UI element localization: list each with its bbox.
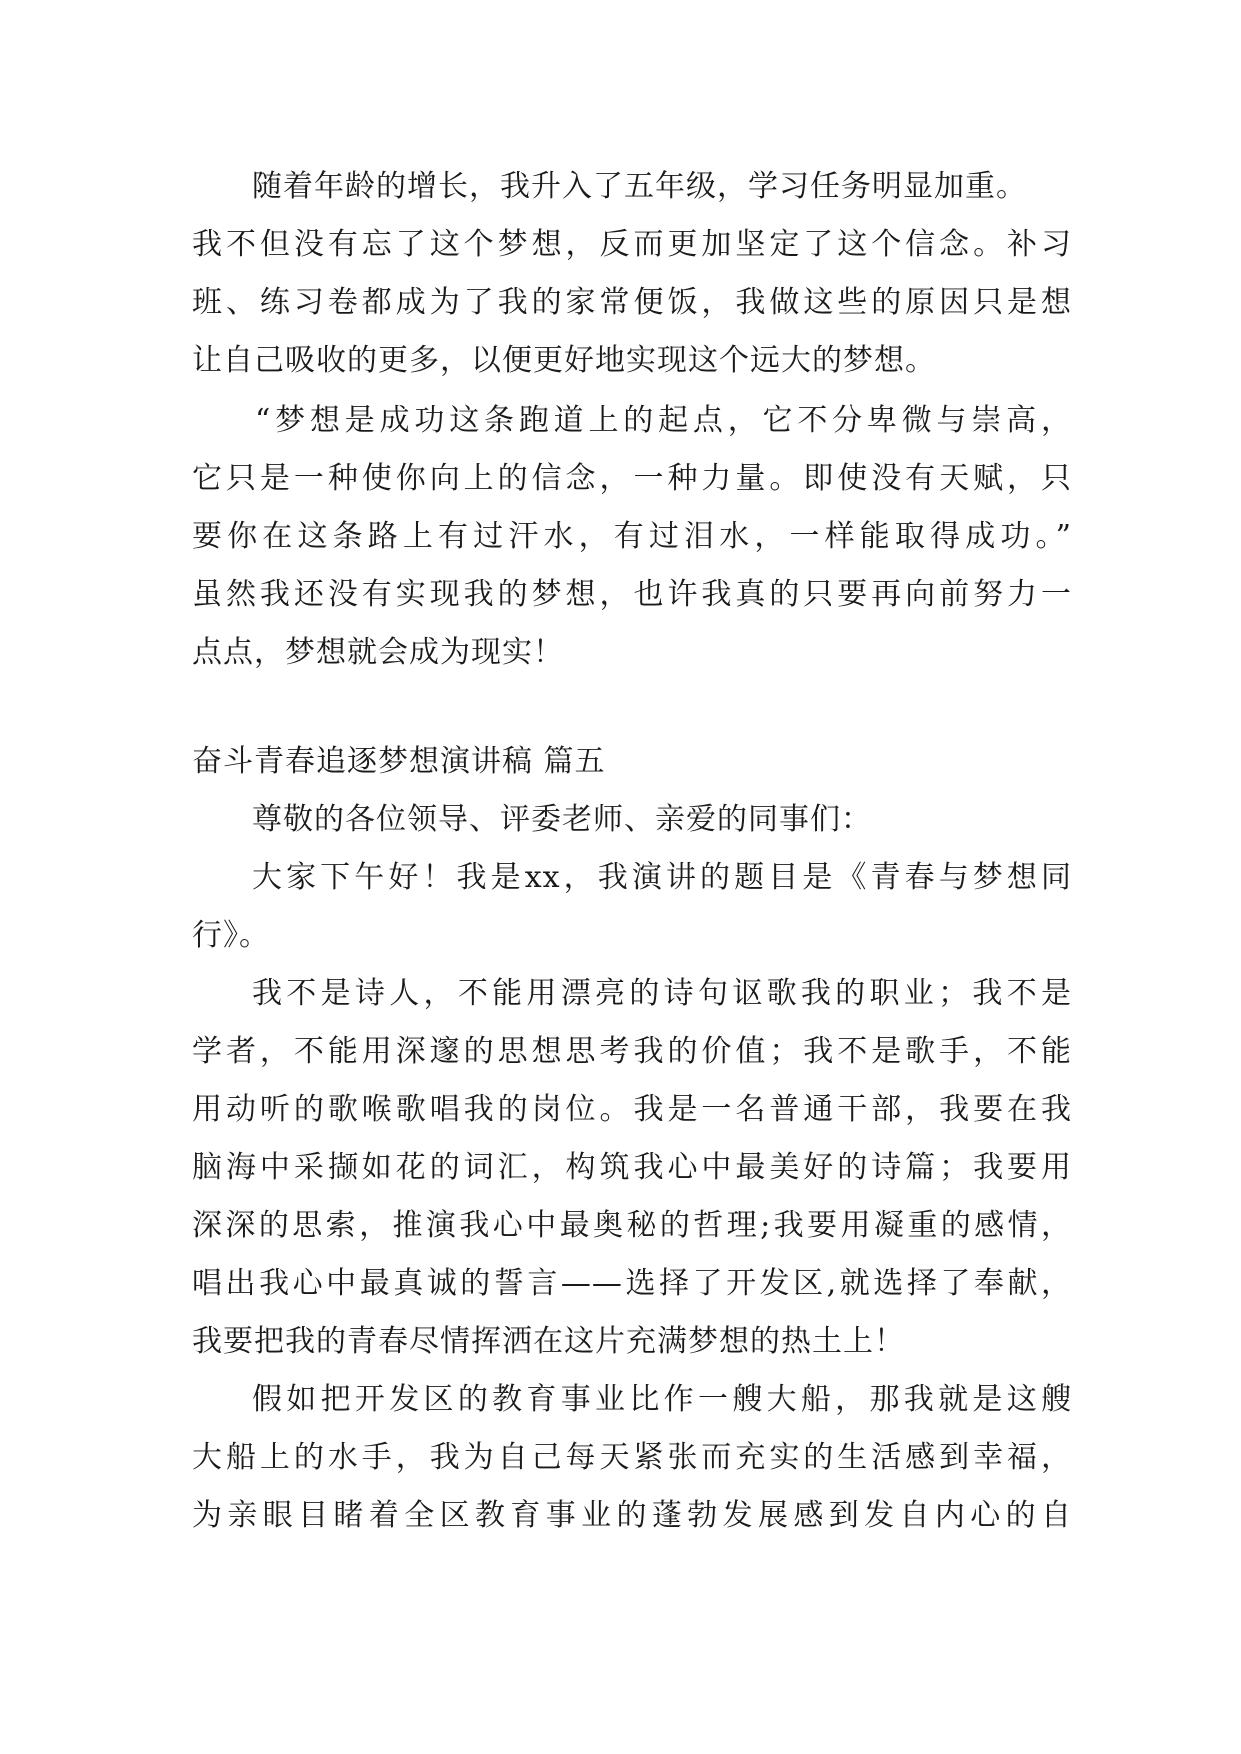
text-line: 我不是诗人，不能用漂亮的诗句讴歌我的职业；我不是 — [252, 976, 1072, 1011]
text-line: 深深的思索，推演我心中最奥秘的哲理;我要用凝重的感情， — [192, 1208, 1072, 1243]
section-heading: 奋斗青春追逐梦想演讲稿 篇五 — [192, 744, 606, 779]
text-line: 虽然我还没有实现我的梦想，也许我真的只要再向前努力一 — [192, 577, 1072, 612]
text-line: 点点，梦想就会成为现实！ — [192, 635, 564, 670]
text-line: 行》。 — [192, 918, 270, 953]
text-line: 让自己吸收的更多，以便更好地实现这个远大的梦想。 — [192, 343, 936, 378]
text-line: 假如把开发区的教育事业比作一艘大船，那我就是这艘 — [252, 1382, 1072, 1417]
text-line: 要你在这条路上有过汗水，有过泪水，一样能取得成功。” — [192, 519, 1072, 554]
text-line: 脑海中采撷如花的词汇，构筑我心中最美好的诗篇；我要用 — [192, 1150, 1072, 1185]
text-line: 用动听的歌喉歌唱我的岗位。我是一名普通干部，我要在我 — [192, 1092, 1072, 1127]
text-line: 我要把我的青春尽情挥洒在这片充满梦想的热土上！ — [192, 1324, 905, 1359]
text-line: 我不但没有忘了这个梦想，反而更加坚定了这个信念。补习 — [192, 227, 1072, 262]
text-line: 唱出我心中最真诚的誓言——选择了开发区,就选择了奉献， — [192, 1266, 1072, 1301]
text-line: 学者，不能用深邃的思想思考我的价值；我不是歌手，不能 — [192, 1034, 1072, 1069]
salutation: 尊敬的各位领导、评委老师、亲爱的同事们： — [252, 802, 872, 837]
text-line: 大家下午好！我是xx，我演讲的题目是《青春与梦想同 — [252, 860, 1072, 895]
text-line: 班、练习卷都成为了我的家常便饭，我做这些的原因只是想 — [192, 285, 1072, 320]
text-line: 为亲眼目睹着全区教育事业的蓬勃发展感到发自内心的自 — [192, 1498, 1072, 1533]
text-line: 随着年龄的增长，我升入了五年级，学习任务明显加重。 — [252, 169, 1027, 204]
text-line: “梦想是成功这条跑道上的起点，它不分卑微与崇高， — [255, 403, 1072, 438]
text-line: 大船上的水手，我为自己每天紧张而充实的生活感到幸福， — [192, 1440, 1072, 1475]
text-line: 它只是一种使你向上的信念，一种力量。即使没有天赋，只 — [192, 461, 1072, 496]
